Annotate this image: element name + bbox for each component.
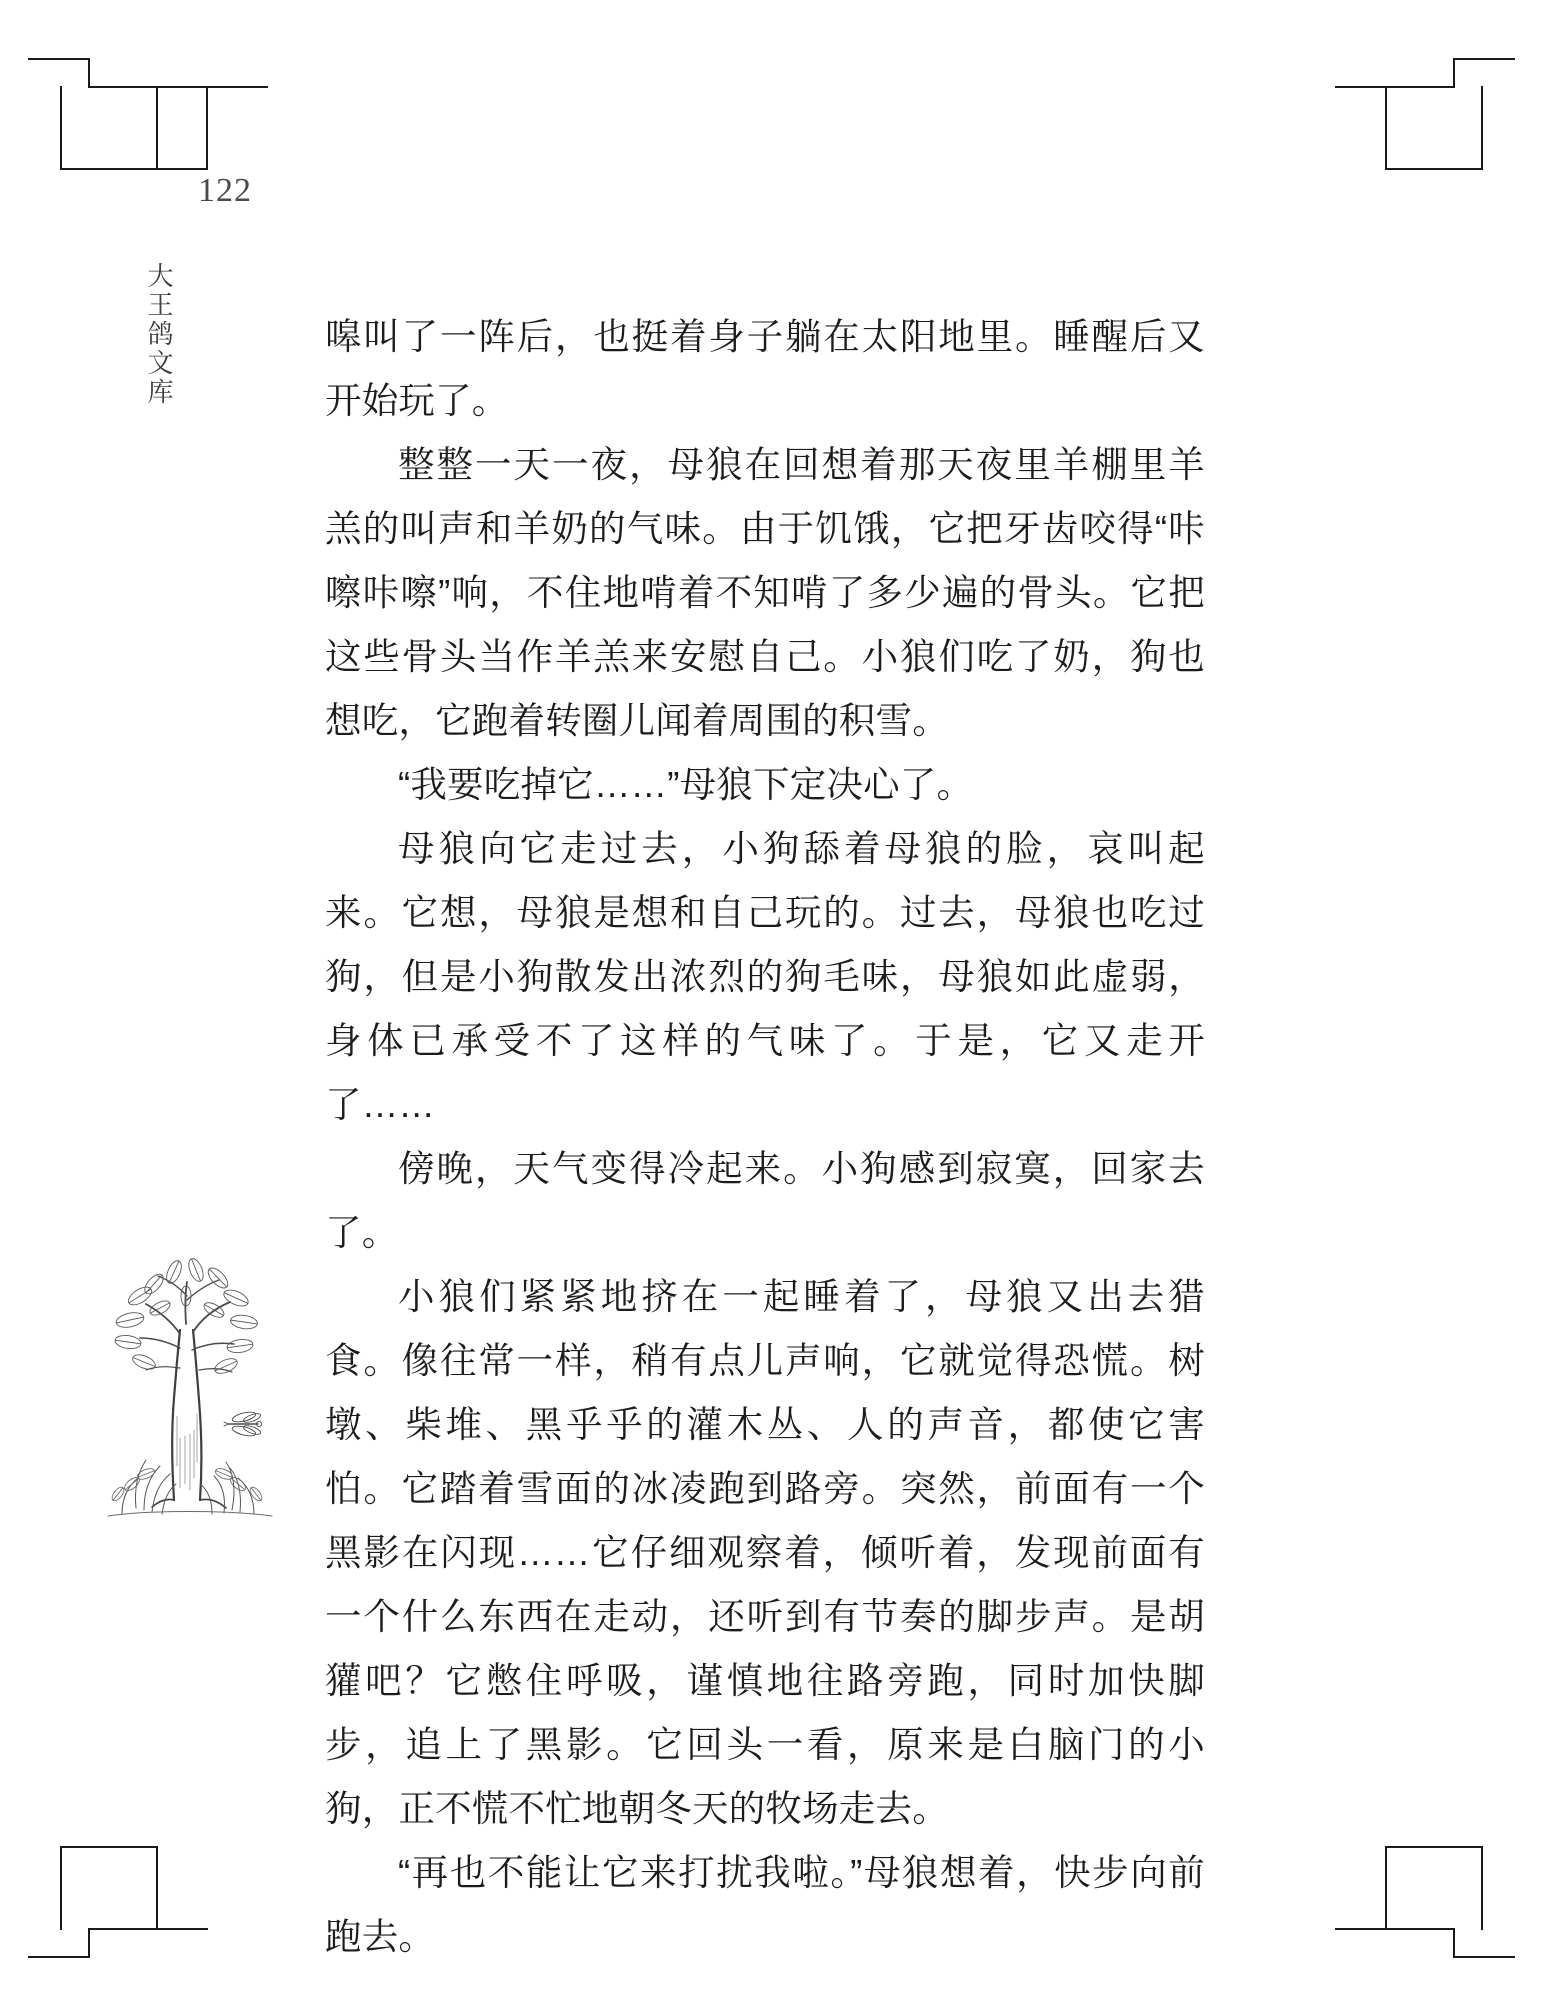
paragraph: 嗥叫了一阵后，也挺着身子躺在太阳地里。睡醒后又开始玩了。 xyxy=(325,316,1205,421)
paragraph: 整整一天一夜，母狼在回想着那天夜里羊棚里羊羔的叫声和羊奶的气味。由于饥饿，它把牙齿咬得“咔嚓咔嚓”响，不住地啃着不知啃了多少遍的骨头。它把这些骨头当作羊羔来安慰自己。小狼们吃了奶，狗也想吃，它跑着转圈儿闻着周围的积雪。 xyxy=(325,444,1205,741)
crop-mark-bottom-left xyxy=(28,1832,258,1992)
paragraph: 母狼向它走过去，小狗舔着母狼的脸，哀叫起来。它想，母狼是想和自己玩的。过去，母狼也吃过狗，但是小狗散发出浓烈的狗毛味，母狼如此虚弱，身体已承受不了这样的气味了。于是，它又走开了…… xyxy=(325,828,1205,1125)
crop-mark-top-right xyxy=(1285,24,1515,184)
series-title-vertical: 大王鸽文库 xyxy=(144,262,174,407)
crop-mark-bottom-right xyxy=(1285,1832,1515,1992)
paragraph: 傍晚，天气变得冷起来。小狗感到寂寞，回家去了。 xyxy=(325,1148,1205,1253)
crop-mark-top-left xyxy=(28,24,258,184)
paragraph: 小狼们紧紧地挤在一起睡着了，母狼又出去猎食。像往常一样，稍有点儿声响，它就觉得恐慌。树墩、柴堆、黑乎乎的灌木丛、人的声音，都使它害怕。它踏着雪面的冰凌跑到路旁。突然，前面有一个黑影在闪现……它仔细观察着，倾听着，发现前面有一个什么东西在走动，还听到有节奏的脚步声。是胡獾吧？它憋住呼吸，谨慎地往路旁跑，同时加快脚步，追上了黑影。它回头一看，原来是白脑门的小狗，正不慌不忙地朝冬天的牧场走去。 xyxy=(325,1276,1205,1829)
tree-illustration xyxy=(88,1238,293,1523)
page-number: 122 xyxy=(198,172,252,209)
paragraph: “我要吃掉它……”母狼下定决心了。 xyxy=(398,764,974,805)
body-text-column xyxy=(325,305,1205,1969)
paragraph: “再也不能让它来打扰我啦。”母狼想着，快步向前跑去。 xyxy=(325,1852,1205,1957)
